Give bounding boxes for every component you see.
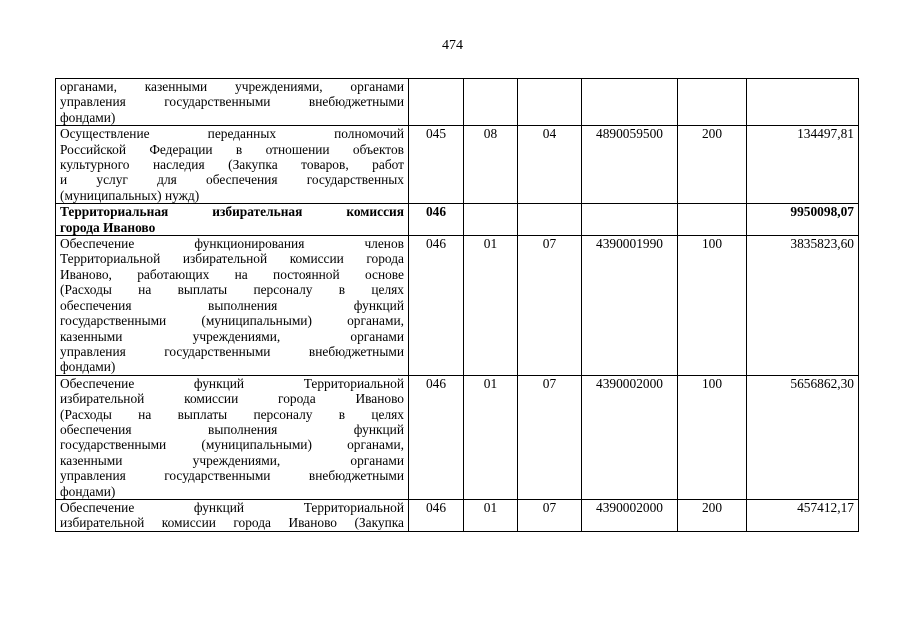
- description-cell: [56, 126, 409, 204]
- description-line: и услуг для обеспечения государственных: [60, 172, 404, 188]
- subsection-code-cell: 07: [518, 375, 582, 499]
- description-line: государственными (муниципальными) органами,: [60, 437, 404, 453]
- page-number: 474: [442, 38, 463, 53]
- description-line: Российской Федерации в отношении объектов: [60, 141, 404, 157]
- amount-cell: 5656862,30: [747, 375, 859, 499]
- table-row: [56, 126, 859, 204]
- section-code-cell: [464, 79, 518, 126]
- description-line: Иваново, работающих на постоянной основе: [60, 266, 404, 282]
- subsection-code-cell: 07: [518, 236, 582, 376]
- expense-type-cell: [678, 79, 747, 126]
- subsection-code-cell: 04: [518, 126, 582, 204]
- description-line: города Иваново: [60, 219, 156, 235]
- description-line: казенными учреждениями, органами: [60, 328, 404, 344]
- subsection-code-cell: [518, 79, 582, 126]
- target-article-cell: 4390002000: [582, 499, 678, 531]
- description-line: фондами): [60, 109, 116, 125]
- expense-type-cell: 200: [678, 499, 747, 531]
- target-article-cell: 4390001990: [582, 236, 678, 376]
- description-cell: [56, 375, 409, 499]
- description-cell: [56, 79, 409, 126]
- section-code-cell: 08: [464, 126, 518, 204]
- amount-cell: [747, 79, 859, 126]
- amount-cell: 9950098,07: [747, 204, 859, 236]
- table-row: [56, 375, 859, 499]
- admin-code-cell: 046: [409, 204, 464, 236]
- expense-type-cell: [678, 204, 747, 236]
- admin-code-cell: 046: [409, 375, 464, 499]
- section-code-cell: 01: [464, 236, 518, 376]
- description-line: (Расходы на выплаты персоналу в целях: [60, 282, 404, 298]
- amount-cell: 134497,81: [747, 126, 859, 204]
- description-line: Обеспечение функций Территориальной: [60, 375, 404, 391]
- description-line: государственными (муниципальными) органами,: [60, 313, 404, 329]
- amount-cell: 3835823,60: [747, 236, 859, 376]
- description-line: органами, казенными учреждениями, органами: [60, 79, 404, 94]
- section-code-cell: 01: [464, 499, 518, 531]
- description-line: казенными учреждениями, органами: [60, 452, 404, 468]
- description-line: культурного наследия (Закупка товаров, работ: [60, 157, 404, 173]
- expense-type-cell: 200: [678, 126, 747, 204]
- section-code-cell: [464, 204, 518, 236]
- description-line: Обеспечение функционирования членов: [60, 236, 404, 252]
- description-line: (муниципальных) нужд): [60, 187, 200, 203]
- description-line: обеспечения выполнения функций: [60, 297, 404, 313]
- subsection-code-cell: 07: [518, 499, 582, 531]
- description-cell: [56, 204, 409, 236]
- table-row: [56, 236, 859, 376]
- target-article-cell: [582, 204, 678, 236]
- table-row: [56, 79, 859, 126]
- admin-code-cell: [409, 79, 464, 126]
- admin-code-cell: 046: [409, 499, 464, 531]
- description-line: Территориальной избирательной комиссии города: [60, 251, 404, 267]
- target-article-cell: 4390002000: [582, 375, 678, 499]
- expense-type-cell: 100: [678, 236, 747, 376]
- description-line: Обеспечение функций Территориальной: [60, 499, 404, 515]
- amount-cell: 457412,17: [747, 499, 859, 531]
- table-body: [56, 79, 859, 532]
- admin-code-cell: 046: [409, 236, 464, 376]
- expense-type-cell: 100: [678, 375, 747, 499]
- description-line: избирательной комиссии города Иваново: [60, 391, 404, 407]
- description-line: управления государственными внебюджетными: [60, 343, 404, 359]
- description-line: фондами): [60, 359, 116, 375]
- description-cell: [56, 236, 409, 376]
- target-article-cell: [582, 79, 678, 126]
- table-row: [56, 499, 859, 531]
- target-article-cell: 4890059500: [582, 126, 678, 204]
- description-line: обеспечения выполнения функций: [60, 421, 404, 437]
- admin-code-cell: 045: [409, 126, 464, 204]
- description-line: Осуществление переданных полномочий: [60, 126, 404, 142]
- description-line: фондами): [60, 483, 116, 499]
- description-line: (Расходы на выплаты персоналу в целях: [60, 406, 404, 422]
- description-line: Территориальная избирательная комиссия: [60, 204, 404, 220]
- page-cut-off: [0, 578, 905, 640]
- table-row: [56, 204, 859, 236]
- section-code-cell: 01: [464, 375, 518, 499]
- description-cell: [56, 499, 409, 531]
- subsection-code-cell: [518, 204, 582, 236]
- description-line: управления государственными внебюджетными: [60, 468, 404, 484]
- description-line: управления государственными внебюджетными: [60, 94, 404, 110]
- description-line: избирательной комиссии города Иваново (Закупка: [60, 515, 404, 531]
- budget-table: [55, 78, 859, 532]
